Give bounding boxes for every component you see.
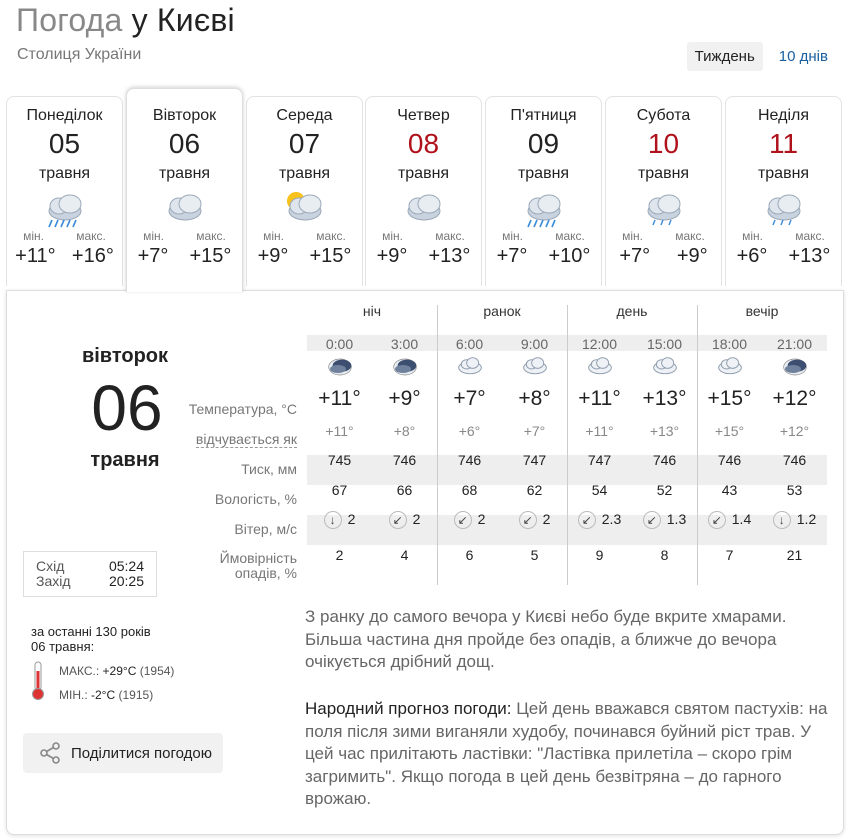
min-label: мін. xyxy=(382,229,403,243)
day-tab-07[interactable] xyxy=(246,96,363,286)
share-icon xyxy=(39,742,61,764)
wind-speed: 1.3 xyxy=(666,511,687,527)
wind-speed: 1.2 xyxy=(796,511,817,527)
history-heading xyxy=(31,624,151,654)
cell-feels: +7° xyxy=(523,423,546,439)
min-temp: +11° xyxy=(15,245,56,267)
sunset-time: 20:25 xyxy=(108,573,144,589)
min-label: мін. xyxy=(742,229,763,243)
day-number: 10 xyxy=(647,128,680,159)
cell-wind xyxy=(632,511,697,529)
cell-humidity: 52 xyxy=(656,482,673,498)
day-name: Неділя xyxy=(758,107,809,124)
cell-feels: +13° xyxy=(649,423,680,439)
day-tab-06[interactable] xyxy=(126,88,243,292)
day-number: 11 xyxy=(768,128,799,159)
page-title xyxy=(16,2,235,39)
min-label: мін. xyxy=(23,229,44,243)
cell-temp: +13° xyxy=(642,387,687,410)
cell-times: 9:00 xyxy=(520,336,549,352)
cloud-night-icon xyxy=(762,353,827,383)
folk-label: Народний прогноз погоди: xyxy=(305,699,512,718)
label-precipitation xyxy=(220,551,297,581)
cloud-night-icon xyxy=(307,353,372,383)
label-humidity: Вологість, % xyxy=(214,491,297,507)
day-month: травня xyxy=(38,165,91,182)
day-detail-panel xyxy=(6,290,844,835)
cell-feels: +12° xyxy=(779,423,810,439)
cell-pressure: 746 xyxy=(782,452,807,468)
wind-direction-icon: ↓ xyxy=(324,511,342,529)
cell-humidity: 62 xyxy=(526,482,543,498)
max-label: макс. xyxy=(675,229,705,243)
max-temp: +10° xyxy=(548,245,591,267)
label-wind: Вітер, м/с xyxy=(234,521,297,537)
cell-feels: +11° xyxy=(325,423,354,439)
max-temp: +15° xyxy=(309,245,352,267)
folk-forecast xyxy=(305,698,835,811)
day-month: травня xyxy=(517,165,570,182)
min-temp: +7° xyxy=(496,245,528,267)
folk-text: Цей день вважався святом пастухів: на поля після зими виганяли худобу, починався буйний ріст трав. У цей час прилітають ластівки: "Ластівка прилетіла – скоро грім загримить". Якщо погода в цей день безвітряна – до гарного врожаю. xyxy=(305,699,828,808)
cell-humidity: 54 xyxy=(591,482,608,498)
day-number: 07 xyxy=(288,128,321,159)
day-month: травня xyxy=(158,165,211,182)
sun-cloud-icon xyxy=(278,187,332,229)
day-tab-10[interactable] xyxy=(605,96,722,286)
title-prefix: Погода xyxy=(16,2,123,38)
cell-times: 12:00 xyxy=(581,336,618,352)
cloud-icon xyxy=(567,353,632,383)
day-name: Субота xyxy=(636,107,691,124)
wind-direction-icon: ↙ xyxy=(519,511,537,529)
cell-pressure: 746 xyxy=(652,452,677,468)
day-tab-09[interactable] xyxy=(485,96,602,286)
history-min-label: МІН.: xyxy=(59,688,88,702)
day-name: Понеділок xyxy=(26,107,103,124)
cell-wind xyxy=(502,511,567,529)
max-label: макс. xyxy=(435,229,465,243)
max-temp: +15° xyxy=(189,245,232,267)
history-max-value: +29°C xyxy=(102,664,137,678)
min-label: мін. xyxy=(263,229,284,243)
max-temp: +13° xyxy=(788,245,831,267)
day-name: Вівторок xyxy=(152,107,217,124)
cell-humidity: 53 xyxy=(786,482,803,498)
min-temp: +6° xyxy=(736,245,768,267)
cell-precip: 9 xyxy=(595,547,604,563)
tab-10-days[interactable]: 10 днів xyxy=(778,48,828,65)
cell-precip: 8 xyxy=(660,547,669,563)
thermometer-icon xyxy=(31,661,45,701)
min-temp: +9° xyxy=(376,245,408,267)
cell-temp: +11° xyxy=(578,387,621,410)
label-feels-like[interactable]: відчувається як xyxy=(195,431,297,447)
period-name: день xyxy=(616,303,648,319)
day-tab-05[interactable] xyxy=(6,96,123,286)
label-precip-line1: Ймовірність xyxy=(219,550,297,566)
cell-wind xyxy=(307,511,372,529)
cell-precip: 4 xyxy=(400,547,409,563)
day-number: 06 xyxy=(168,128,201,159)
cell-pressure: 746 xyxy=(392,452,417,468)
cell-times: 18:00 xyxy=(711,336,748,352)
history-line-1: за останні 130 років xyxy=(31,624,151,639)
period-tabs xyxy=(687,42,836,71)
history-max-label: МАКС.: xyxy=(59,664,100,678)
cell-times: 3:00 xyxy=(390,336,419,352)
max-label: макс. xyxy=(555,229,585,243)
history-max xyxy=(59,664,174,678)
cell-precip: 5 xyxy=(530,547,539,563)
wind-direction-icon: ↙ xyxy=(454,511,472,529)
period-name: ранок xyxy=(483,303,521,319)
cell-pressure: 746 xyxy=(457,452,482,468)
cell-feels: +15° xyxy=(714,423,745,439)
day-month: травня xyxy=(397,165,450,182)
cell-wind xyxy=(372,511,437,529)
history-line-2: 06 травня: xyxy=(31,639,95,654)
wind-direction-icon: ↙ xyxy=(708,511,726,529)
max-temp: +13° xyxy=(428,245,471,267)
cell-pressure: 746 xyxy=(717,452,742,468)
max-label: макс. xyxy=(76,229,106,243)
cloud-rain-icon xyxy=(38,187,92,229)
cell-precip: 21 xyxy=(786,547,803,563)
day-tab-11[interactable] xyxy=(725,96,842,286)
cell-temp: +7° xyxy=(453,387,486,410)
cell-humidity: 43 xyxy=(721,482,738,498)
day-name: Четвер xyxy=(397,107,450,124)
sunrise-time: 05:24 xyxy=(108,558,144,574)
wind-speed: 1.4 xyxy=(731,511,752,527)
selected-day-number: 06 xyxy=(91,372,163,444)
cell-temp: +9° xyxy=(388,387,421,410)
page-subtitle: Столиця України xyxy=(17,46,142,63)
wind-direction-icon: ↙ xyxy=(643,511,661,529)
selected-month: травня xyxy=(90,449,160,471)
cell-times: 6:00 xyxy=(455,336,484,352)
wind-speed: 2.3 xyxy=(601,511,622,527)
history-min xyxy=(59,688,153,702)
day-name: Середа xyxy=(276,107,333,124)
cell-feels: +6° xyxy=(458,423,481,439)
cell-wind xyxy=(762,511,827,529)
cell-pressure: 747 xyxy=(522,452,547,468)
sunrise-label: Схід xyxy=(36,558,65,574)
history-min-value: -2°C xyxy=(91,688,116,702)
week-day-tabs xyxy=(6,92,844,292)
day-month: травня xyxy=(637,165,690,182)
min-label: мін. xyxy=(622,229,643,243)
min-temp: +9° xyxy=(257,245,289,267)
label-temperature: Температура, °C xyxy=(188,401,297,417)
cloud-rain-icon xyxy=(517,187,571,229)
sun-times-box xyxy=(23,551,157,597)
day-number: 05 xyxy=(48,128,81,159)
cloud-icon xyxy=(158,187,212,229)
cell-wind xyxy=(437,511,502,529)
wind-direction-icon: ↙ xyxy=(578,511,596,529)
cloud-icon xyxy=(502,353,567,383)
wind-direction-icon: ↓ xyxy=(773,511,791,529)
cell-wind xyxy=(697,511,762,529)
period-name: вечір xyxy=(745,303,779,319)
label-pressure: Тиск, мм xyxy=(241,461,297,477)
min-label: мін. xyxy=(502,229,523,243)
cloud-icon xyxy=(632,353,697,383)
day-month: травня xyxy=(278,165,331,182)
day-name: П'ятниця xyxy=(510,107,577,124)
wind-direction-icon: ↙ xyxy=(389,511,407,529)
day-number: 09 xyxy=(527,128,560,159)
day-description: З ранку до самого вечора у Києві небо буде вкрите хмарами. Більша частина дня пройде без опадів, а ближче до вечора очікується дрібний дощ. xyxy=(305,607,787,671)
cloud-icon xyxy=(437,353,502,383)
cell-humidity: 68 xyxy=(461,482,478,498)
cell-feels: +8° xyxy=(393,423,416,439)
cell-feels: +11° xyxy=(585,423,614,439)
wind-speed: 2 xyxy=(412,511,421,527)
cell-wind xyxy=(567,511,632,529)
max-temp: +16° xyxy=(71,245,114,267)
label-precip-line2: опадів, % xyxy=(234,565,297,581)
cloud-icon xyxy=(697,353,762,383)
max-temp: +9° xyxy=(676,245,708,267)
selected-weekday: вівторок xyxy=(81,345,169,367)
cell-times: 21:00 xyxy=(776,336,813,352)
share-label: Поділитися погодою xyxy=(71,744,213,762)
sunset-label: Захід xyxy=(36,573,71,589)
share-weather-button[interactable] xyxy=(23,733,223,773)
cell-times: 0:00 xyxy=(325,336,354,352)
cell-temp: +12° xyxy=(772,387,817,410)
cell-humidity: 66 xyxy=(396,482,413,498)
max-label: макс. xyxy=(316,229,346,243)
day-number: 08 xyxy=(407,128,440,159)
cloud-icon xyxy=(397,187,451,229)
wind-speed: 2 xyxy=(477,511,486,527)
title-city: у Києві xyxy=(131,2,235,38)
cloud-night-icon xyxy=(372,353,437,383)
cell-precip: 6 xyxy=(465,547,474,563)
day-month: травня xyxy=(757,165,810,182)
history-min-year: (1915) xyxy=(118,688,154,702)
cell-precip: 2 xyxy=(335,547,344,563)
cloud-light-rain-icon xyxy=(637,187,691,229)
min-temp: +7° xyxy=(619,245,651,267)
max-label: макс. xyxy=(196,229,226,243)
wind-speed: 2 xyxy=(347,511,356,527)
max-label: макс. xyxy=(795,229,825,243)
cell-pressure: 745 xyxy=(327,452,352,468)
min-label: мін. xyxy=(143,229,164,243)
cell-temp: +8° xyxy=(518,387,551,410)
cell-temp: +15° xyxy=(707,387,752,410)
cell-pressure: 747 xyxy=(587,452,612,468)
cloud-light-rain-icon xyxy=(757,187,811,229)
min-temp: +7° xyxy=(137,245,169,267)
cell-times: 15:00 xyxy=(646,336,683,352)
cell-humidity: 67 xyxy=(331,482,348,498)
cell-temp: +11° xyxy=(318,387,361,410)
day-tab-08[interactable] xyxy=(365,96,482,286)
tab-week[interactable]: Тиждень xyxy=(687,42,763,71)
history-max-year: (1954) xyxy=(139,664,175,678)
period-name: ніч xyxy=(362,303,382,319)
cell-precip: 7 xyxy=(725,547,734,563)
wind-speed: 2 xyxy=(542,511,551,527)
